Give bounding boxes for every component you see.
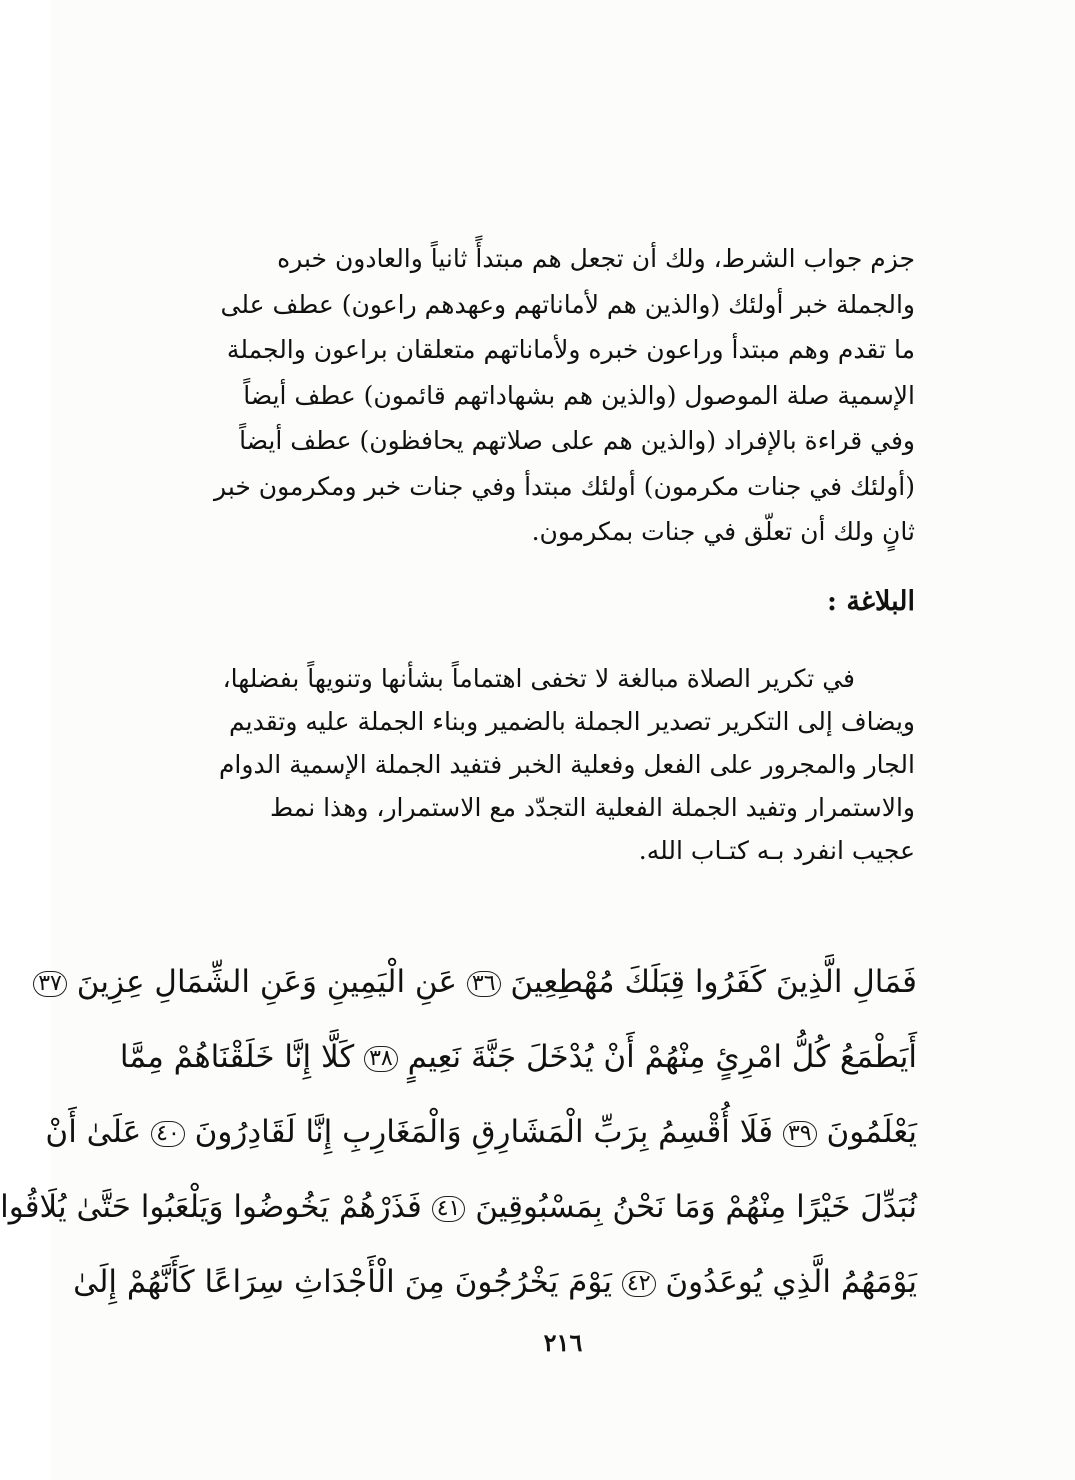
ayah-number-mark: ٤١ bbox=[432, 1196, 466, 1222]
commentary-line: الإسمية صلة الموصول (والذين هم بشهاداتهم قائمون) عطف أيضاً bbox=[243, 380, 915, 410]
verse-text: يَوْمَ يَخْرُجُونَ مِنَ الْأَجْدَاثِ سِرَاعًا كَأَنَّهُمْ إِلَىٰ bbox=[73, 1264, 613, 1300]
verse-text: فَذَرْهُمْ يَخُوضُوا وَيَلْعَبُوا حَتَّىٰ يُلَاقُوا bbox=[0, 1189, 422, 1225]
ayah-number-mark: ٣٦ bbox=[467, 971, 501, 997]
balagha-line: في تكرير الصلاة مبالغة لا تخفى اهتماماً بشأنها وتنويهاً بفضلها، bbox=[222, 664, 855, 693]
commentary-line: ما تقدم وهم مبتدأ وراعون خبره ولأماناتهم متعلقان براعون والجملة bbox=[226, 335, 915, 364]
balagha-heading: البلاغة : bbox=[827, 586, 915, 617]
verse-text: يَوْمَهُمُ الَّذِي يُوعَدُونَ bbox=[665, 1264, 917, 1300]
quran-verses-block bbox=[0, 945, 917, 1320]
verse-text: نُبَدِّلَ خَيْرًا مِنْهُمْ وَمَا نَحْنُ بِمَسْبُوقِينَ bbox=[475, 1189, 917, 1225]
commentary-line: جزم جواب الشرط، ولك أن تجعل هم مبتدأً ثانياً والعادون خبره bbox=[277, 244, 915, 273]
quran-line bbox=[38, 945, 917, 1020]
commentary-paragraph bbox=[211, 236, 915, 555]
commentary-line: (أولئك في جنات مكرمون) أولئك مبتدأ وفي جنات خبر ومكرمون خبر bbox=[214, 471, 915, 501]
page-number: ٢١٦ bbox=[543, 1328, 583, 1357]
balagha-line: والاستمرار وتفيد الجملة الفعلية التجدّد مع الاستمرار، وهذا نمط bbox=[270, 793, 915, 822]
quran-line bbox=[0, 1170, 917, 1245]
quran-line bbox=[73, 1245, 917, 1320]
quran-line bbox=[119, 1020, 917, 1095]
balagha-line: الجار والمجرور على الفعل وفعلية الخبر فتفيد الجملة الإسمية الدوام bbox=[218, 750, 915, 779]
verse-text: أَيَطْمَعُ كُلُّ امْرِئٍ مِنْهُمْ أَنْ يُدْخَلَ جَنَّةَ نَعِيمٍ bbox=[407, 1039, 917, 1075]
ayah-number-mark: ٣٧ bbox=[33, 971, 67, 997]
verse-text: عَنِ الْيَمِينِ وَعَنِ الشِّمَالِ عِزِينَ bbox=[76, 964, 458, 1000]
verse-text: فَلَا أُقْسِمُ بِرَبِّ الْمَشَارِقِ وَالْمَغَارِبِ إِنَّا لَقَادِرُونَ bbox=[194, 1114, 774, 1150]
commentary-line: وفي قراءة بالإفراد (والذين هم على صلاتهم يحافظون) عطف أيضاً bbox=[239, 426, 915, 455]
verse-text: عَلَىٰ أَنْ bbox=[45, 1114, 142, 1150]
commentary-line: ثانٍ ولك أن تعلّق في جنات بمكرمون. bbox=[531, 517, 915, 546]
commentary-line: والجملة خبر أولئك (والذين هم لأماناتهم وعهدهم راعون) عطف على bbox=[220, 289, 915, 319]
verse-text: كَلَّا إِنَّا خَلَقْنَاهُمْ مِمَّا bbox=[119, 1039, 355, 1075]
ayah-number-mark: ٣٩ bbox=[783, 1121, 817, 1147]
ayah-number-mark: ٣٨ bbox=[364, 1046, 398, 1072]
quran-line bbox=[45, 1095, 917, 1170]
ayah-number-mark: ٤٢ bbox=[622, 1271, 656, 1297]
ayah-number-mark: ٤٠ bbox=[151, 1121, 185, 1147]
balagha-line: ويضاف إلى التكرير تصدير الجملة بالضمير وبناء الجملة عليه وتقديم bbox=[229, 707, 915, 736]
verse-text: يَعْلَمُونَ bbox=[826, 1114, 917, 1150]
verse-text: فَمَالِ الَّذِينَ كَفَرُوا قِبَلَكَ مُهْطِعِينَ bbox=[510, 964, 917, 1000]
balagha-paragraph bbox=[211, 657, 915, 872]
balagha-line: عجيب انفرد بـه كتـاب الله. bbox=[638, 836, 915, 865]
